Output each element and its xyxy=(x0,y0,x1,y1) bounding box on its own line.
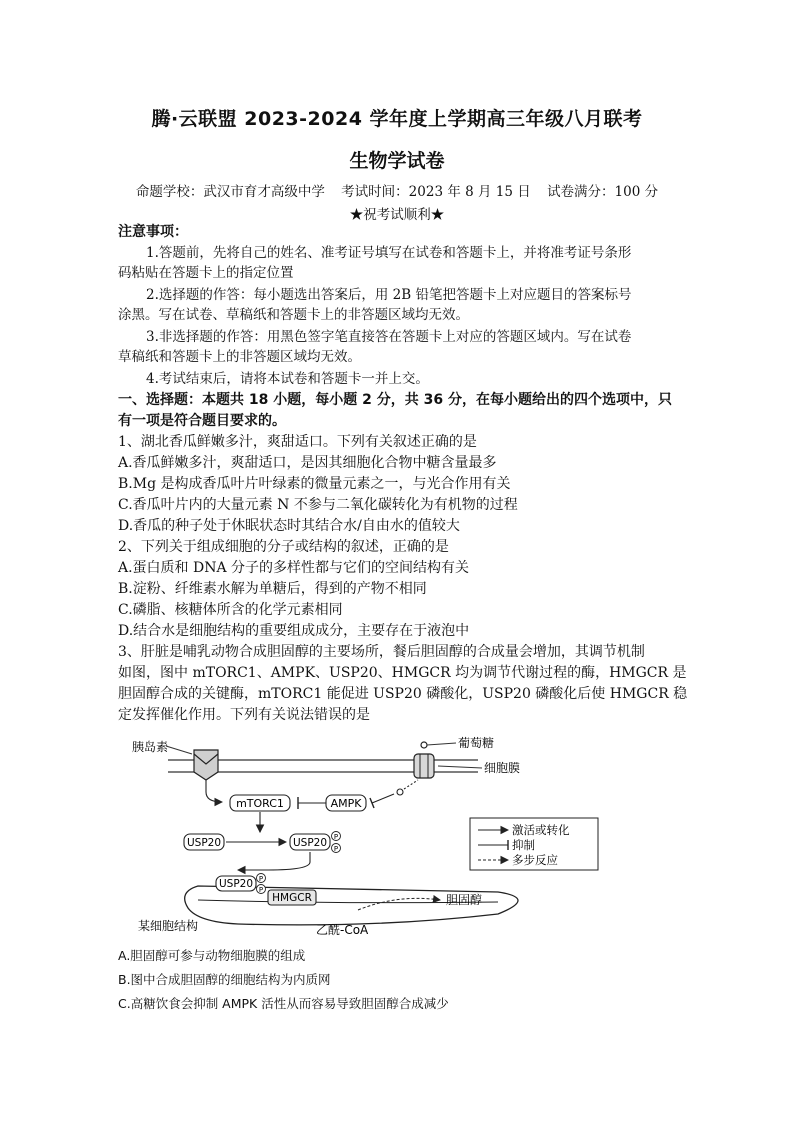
ampk-label: AMPK xyxy=(330,797,362,810)
mtorc1-label: mTORC1 xyxy=(236,797,284,810)
cholesterol-regulation-diagram xyxy=(118,732,630,942)
question-1-stem: 1、湖北香瓜鲜嫩多汁，爽甜适口。下列有关叙述正确的是 xyxy=(118,434,477,450)
notes-line: 4.考试结束后，请将本试卷和答题卡一并上交。 xyxy=(146,371,429,387)
question-2-option-c: C.磷脂、核糖体所含的化学元素相同 xyxy=(118,602,343,618)
usp20-phospho-label: USP20 xyxy=(292,837,328,849)
exam-subject: 生物学试卷 xyxy=(349,150,445,172)
question-1-option-d: D.香瓜的种子处于休眠状态时其结合水/自由水的值较大 xyxy=(118,518,460,534)
exam-score: 试卷满分：100 分 xyxy=(547,184,659,200)
question-2-stem: 2、下列关于组成细胞的分子或结构的叙述，正确的是 xyxy=(118,539,449,555)
usp20-label: USP20 xyxy=(186,837,222,849)
insulin-receptor-icon xyxy=(194,750,218,780)
question-2-option-a: A.蛋白质和 DNA 分子的多样性都与它们的空间结构有关 xyxy=(118,560,470,576)
glucose-label: 葡萄糖 xyxy=(458,736,495,750)
section-heading: 一、选择题：本题共 18 小题，每小题 2 分，共 36 分，在每小题给出的四个选项中，只 xyxy=(118,392,672,408)
question-3-option-b: B.图中合成胆固醇的细胞结构为内质网 xyxy=(118,972,331,987)
section-heading: 有一项是符合题目要求的。 xyxy=(118,413,286,429)
cholesterol-label: 胆固醇 xyxy=(446,893,483,907)
membrane-label: 细胞膜 xyxy=(484,761,521,775)
phosphate-label: P xyxy=(258,886,264,894)
usp20-bound-label: USP20 xyxy=(218,878,254,890)
question-1-option-c: C.香瓜叶片内的大量元素 N 不参与二氧化碳转化为有机物的过程 xyxy=(118,497,518,513)
hmgcr-label: HMGCR xyxy=(272,892,312,904)
legend-multistep: 多步反应 xyxy=(512,853,558,867)
insulin-label: 胰岛素 xyxy=(132,740,169,754)
phosphate-label: P xyxy=(333,845,339,853)
notes-line: 3.非选择题的作答：用黑色签字笔直接答在答题卡上对应的答题区域内。写在试卷 xyxy=(146,329,632,345)
question-3-stem: 3、肝脏是哺乳动物合成胆固醇的主要场所，餐后胆固醇的合成量会增加，其调节机制 xyxy=(118,644,645,660)
notes-line: 2.选择题的作答：每小题选出答案后，用 2B 铅笔把答题卡上对应题目的答案标号 xyxy=(146,287,632,303)
legend-inhibit: 抑制 xyxy=(512,838,535,852)
legend xyxy=(470,818,598,870)
exam-time: 考试时间：2023 年 8 月 15 日 xyxy=(341,184,531,200)
notes-line: 草稿纸和答题卡上的非答题区域均无效。 xyxy=(118,349,361,365)
notes-line: 涂黑。写在试卷、草稿纸和答题卡上的非答题区域均无效。 xyxy=(118,307,469,323)
question-1-option-b: B.Mg 是构成香瓜叶片叶绿素的微量元素之一，与光合作用有关 xyxy=(118,476,511,492)
question-3-stem: 定发挥催化作用。下列有关说法错误的是 xyxy=(118,707,370,723)
glucose-molecule-icon xyxy=(421,742,427,748)
exam-info xyxy=(0,180,794,200)
glucose-transporter-icon xyxy=(414,754,434,778)
exam-wish: ★祝考试顺利★ xyxy=(349,207,445,223)
question-2-option-b: B.淀粉、纤维素水解为单糖后，得到的产物不相同 xyxy=(118,581,427,597)
notes-line: 1.答题前，先将自己的姓名、准考证号填写在试卷和答题卡上，并将准考证号条形 xyxy=(146,245,632,261)
notes-line: 码粘贴在答题卡上的指定位置 xyxy=(118,265,294,281)
legend-activate: 激活或转化 xyxy=(512,823,570,837)
exam-title: 腾·云联盟 2023-2024 学年度上学期高三年级八月联考 xyxy=(151,108,643,130)
exam-school: 命题学校：武汉市育才高级中学 xyxy=(135,184,325,200)
question-3-stem: 胆固醇合成的关键酶，mTORC1 能促进 USP20 磷酸化，USP20 磷酸化后使 HMGCR 稳 xyxy=(118,686,688,702)
notes-heading: 注意事项： xyxy=(118,224,188,240)
question-2-option-d: D.结合水是细胞结构的重要组成成分，主要存在于液泡中 xyxy=(118,623,470,639)
acetyl-coa-label: 乙酰-CoA xyxy=(316,923,369,937)
phosphate-label: P xyxy=(258,875,264,883)
question-3-option-c: C.高糖饮食会抑制 AMPK 活性从而容易导致胆固醇合成减少 xyxy=(118,996,449,1011)
question-1-option-a: A.香瓜鲜嫩多汁，爽甜适口，是因其细胞化合物中糖含量最多 xyxy=(118,455,497,471)
question-3-option-a: A.胆固醇可参与动物细胞膜的组成 xyxy=(118,948,306,963)
question-3-stem: 如图，图中 mTORC1、AMPK、USP20、HMGCR 均为调节代谢过程的酶，HMGCR 是 xyxy=(118,665,687,681)
organelle-label: 某细胞结构 xyxy=(138,919,199,933)
phosphate-label: P xyxy=(333,833,339,841)
